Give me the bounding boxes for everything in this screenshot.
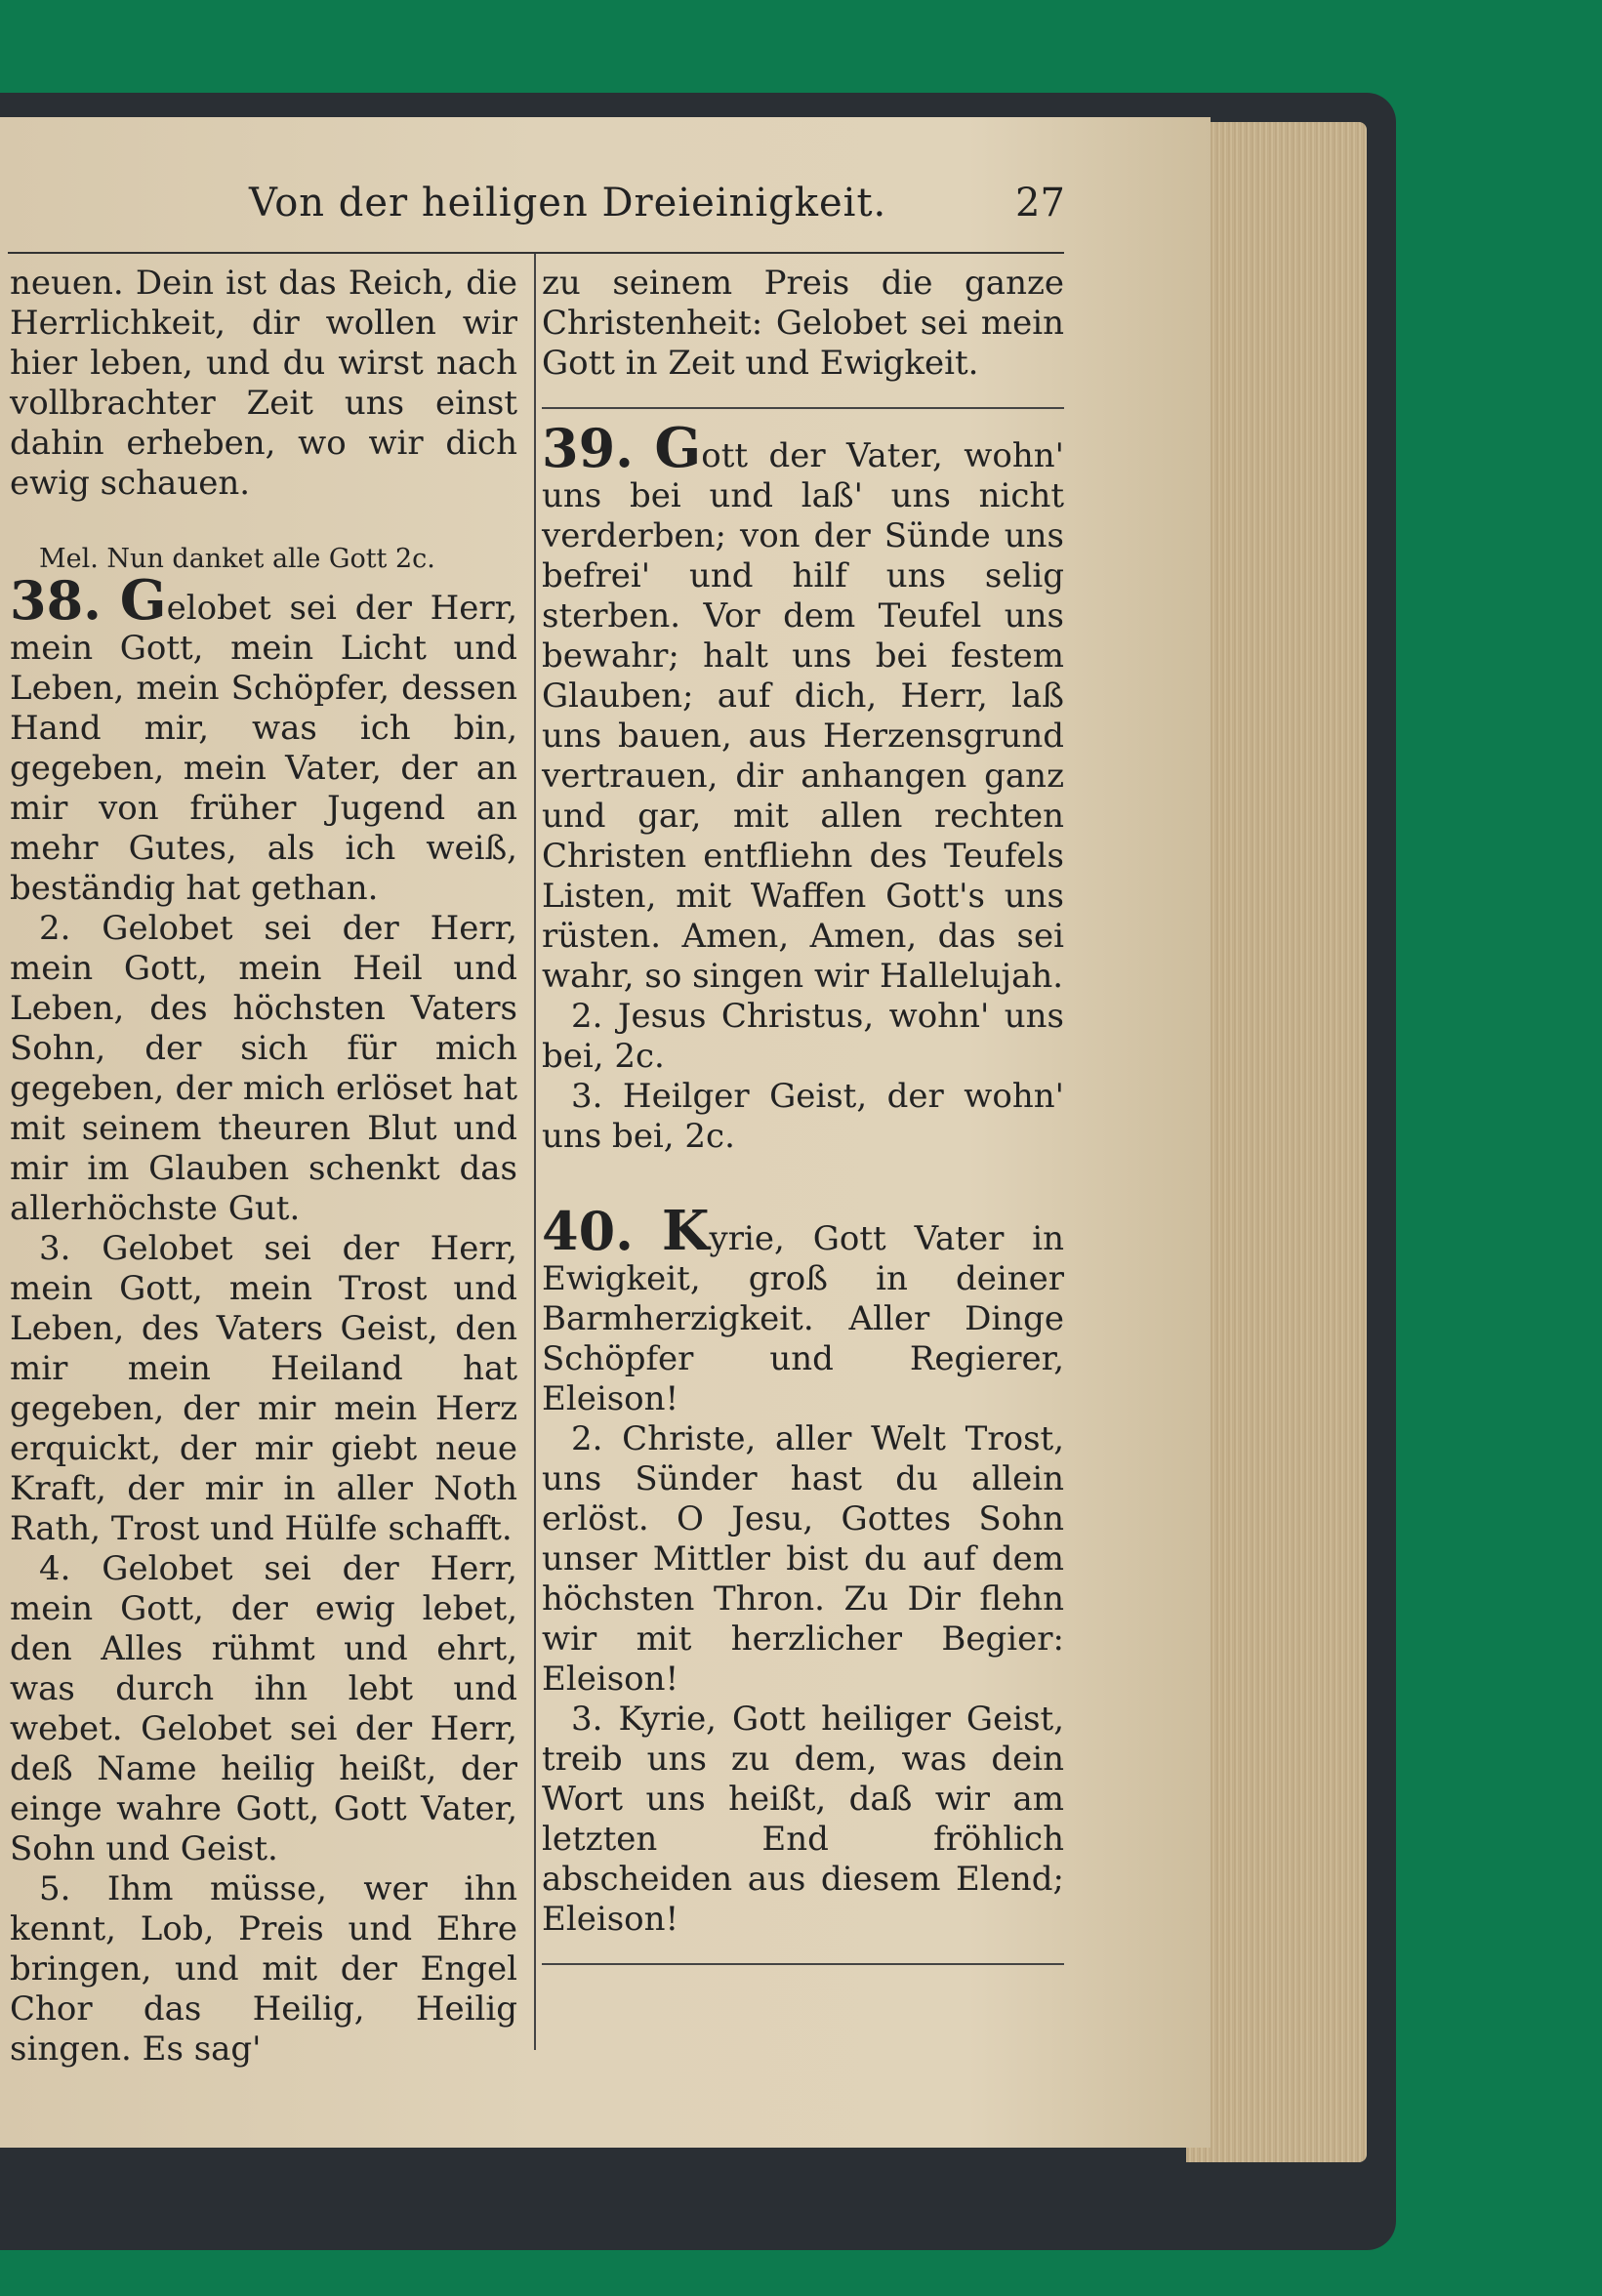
initial-letter: G [119,568,167,633]
header-rule [8,252,1064,254]
verse: 4. Gelobet sei der Herr, mein Gott, der ewig lebet, den Alles rühmt und ehrt, was durch ihn lebt und webet. Gelobet sei der Herr, deß Name heilig heißt, der einge wahre Gott, Gott Vater, Sohn und Geist. [10,1549,517,1868]
hymn-38 [10,568,518,909]
verse: 3. Kyrie, Gott heiliger Geist, treib uns zu dem, was dein Wort uns heißt, daß wir am letzten End fröhlich abscheiden aus diesem Elend; Eleison! [542,1700,1064,1939]
book-page [0,117,1211,2148]
continuation-text: neuen. Dein ist das Reich, die Herrlichkeit, dir wollen wir hier leben, und du wirst nach vollbrachter Zeit uns einst dahin erheben, wo wir dich ewig schauen. [10,264,517,503]
verse: 2. Gelobet sei der Herr, mein Gott, mein Heil und Leben, des höchsten Vaters Sohn, der sich für mich gegeben, der mich erlöset hat mit seinem theuren Blut und mir im Glauben schenkt das allerhöchste Gut. [10,909,517,1228]
initial-letter: K [661,1199,710,1263]
column-divider [534,254,536,2050]
melody-note: Mel. Nun danket alle Gott 2c. [39,544,435,574]
hymn-39 [542,416,1064,997]
right-column [542,264,1064,1985]
running-header: Von der heiligen Dreieinigkeit. [249,181,887,226]
section-rule [542,1963,1064,1965]
verse: 3. Heilger Geist, der wohn' uns bei, 2c. [542,1077,1064,1156]
verse: 5. Ihm müsse, wer ihn kennt, Lob, Preis und Ehre bringen, und mit der Engel Chor das Heilig, Heilig singen. Es sag' [10,1869,517,2069]
verse: 2. Christe, aller Welt Trost, uns Sünder hast du allein erlöst. O Jesu, Gottes Sohn unser Mittler bist du auf dem höchsten Thron. Zu Dir flehn wir mit herzlicher Begier: Eleison! [542,1419,1064,1699]
hymn-40 [542,1199,1065,1419]
hymn-number: 39. [542,417,634,479]
hymn-number: 38. [10,569,102,632]
hymn-text: ott der Vater, wohn' uns bei und laß' uns nicht verderben; von der Sünde uns befrei' und hilf uns selig sterben. Vor dem Teufel uns bewahr; halt uns bei festem Glauben; auf dich, Herr, laß uns bauen, aus Herzensgrund vertrauen, dir anhangen ganz und gar, mit allen rechten Christen entfliehn des Teufels Listen, mit Waffen Gott's uns rüsten. Amen, Amen, das sei wahr, so singen wir Hallelujah. [542,436,1064,996]
section-rule [542,407,1064,409]
page-edges [1186,122,1367,2162]
hymn-text: yrie, Gott Vater in Ewigkeit, groß in deiner Barmherzigkeit. Aller Dinge Schöpfer und Regierer, Eleison! [542,1219,1065,1418]
hymn-number: 40. [542,1200,634,1262]
initial-letter: G [654,416,702,480]
left-column [10,264,517,2070]
verse: 3. Gelobet sei der Herr, mein Gott, mein Trost und Leben, des Vaters Geist, den mir mein Heiland hat gegeben, der mir mein Herz erquickt, der mir giebt neue Kraft, der mir in aller Noth Rath, Trost und Hülfe schafft. [10,1229,517,1548]
hymn-text: elobet sei der Herr, mein Gott, mein Licht und Leben, mein Schöpfer, dessen Hand mir, was ich bin, gegeben, mein Vater, der an mir von früher Jugend an mehr Gutes, als ich weiß, beständig hat gethan. [10,589,518,908]
continuation-text: zu seinem Preis die ganze Christenheit: Gelobet sei mein Gott in Zeit und Ewigkeit. [542,264,1064,383]
page-number: 27 [1015,181,1065,226]
verse: 2. Jesus Christus, wohn' uns bei, 2c. [542,997,1064,1076]
